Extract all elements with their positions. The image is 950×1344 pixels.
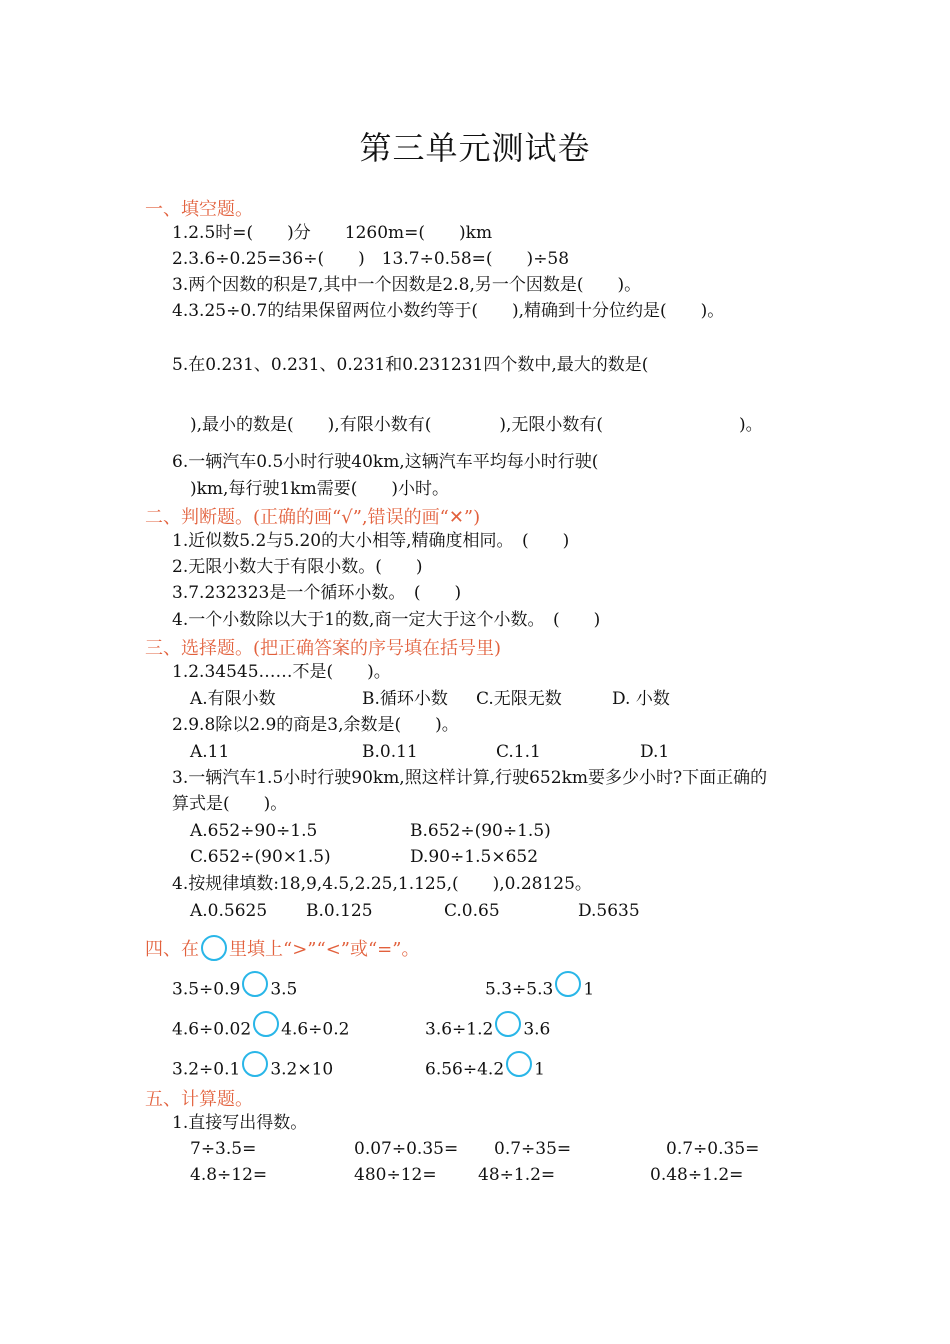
compare-blank-circle[interactable] (506, 1051, 532, 1077)
compare-blank-circle[interactable] (495, 1011, 521, 1037)
compare-left: 3.2÷0.1 (172, 1059, 241, 1080)
calc-q1: 1.直接写出得数。 (172, 1113, 308, 1133)
choice-q4-opt-b: B.0.125 (306, 901, 373, 921)
choice-q2: 2.9.8除以2.9的商是3,余数是( )。 (172, 715, 459, 735)
compare-left: 6.56÷4.2 (425, 1059, 505, 1080)
compare-3 (172, 1017, 349, 1043)
compare-right: 1 (583, 979, 595, 1000)
choice-q3-opt-c: C.652÷(90×1.5) (190, 847, 331, 867)
compare-right: 1 (534, 1059, 545, 1080)
judge-q4: 4.一个小数除以大于1的数,商一定大于这个小数。 ( ) (172, 610, 601, 630)
compare-right: 3.6 (523, 1019, 551, 1040)
compare-left: 3.6÷1.2 (425, 1019, 494, 1040)
choice-q1-opt-a: A.有限小数 (190, 689, 276, 709)
choice-q3-opt-d: D.90÷1.5×652 (410, 847, 539, 867)
calc-item: 480÷12= (354, 1165, 437, 1185)
choice-q2-opt-a: A.11 (190, 742, 230, 762)
calc-item: 0.7÷0.35= (666, 1139, 760, 1159)
choice-q3-cont: 算式是( )。 (172, 794, 288, 814)
compare-left: 5.3÷5.3 (485, 979, 554, 1000)
section-choice-heading: 三、选择题。(把正确答案的序号填在括号里) (145, 638, 502, 659)
section-compare-heading-a: 四、在 (145, 939, 199, 960)
section-calc-heading: 五、计算题。 (145, 1089, 253, 1110)
calc-item: 0.48÷1.2= (650, 1165, 744, 1185)
fill-q5: 5.在0.231、0.231、0.231和0.231231四个数中,最大的数是( (172, 355, 649, 375)
compare-right: 3.2×10 (270, 1059, 334, 1080)
judge-q2: 2.无限小数大于有限小数。( ) (172, 557, 423, 577)
fill-q4: 4.3.25÷0.7的结果保留两位小数约等于( ),精确到十分位约是( )。 (172, 301, 725, 321)
fill-q3: 3.两个因数的积是7,其中一个因数是2.8,另一个因数是( )。 (172, 275, 642, 295)
choice-q3: 3.一辆汽车1.5小时行驶90km,照这样计算,行驶652km要多少小时?下面正确的 (172, 768, 768, 788)
choice-q2-opt-b: B.0.11 (362, 742, 418, 762)
choice-q3-opt-a: A.652÷90÷1.5 (190, 821, 318, 841)
page-title: 第三单元测试卷 (359, 129, 591, 167)
section-compare-heading-b: 里填上“>”“<”或“=”。 (229, 939, 420, 960)
compare-6 (425, 1057, 545, 1083)
section-judge-heading: 二、判断题。(正确的画“√”,错误的画“✕”) (145, 507, 481, 528)
compare-blank-circle[interactable] (253, 1011, 279, 1037)
fill-q5-cont: ),最小的数是( ),有限小数有( ),无限小数有( )。 (190, 415, 763, 435)
judge-q1: 1.近似数5.2与5.20的大小相等,精确度相同。 ( ) (172, 531, 570, 551)
calc-item: 4.8÷12= (190, 1165, 268, 1185)
choice-q1-opt-b: B.循环小数 (362, 689, 448, 709)
choice-q1-opt-d: D. 小数 (612, 689, 670, 709)
compare-1 (172, 977, 297, 1003)
compare-2 (485, 977, 594, 1003)
fill-q1: 1.2.5时=( )分 1260m=( )km (172, 223, 493, 243)
compare-right: 3.5 (270, 979, 298, 1000)
judge-q3: 3.7.232323是一个循环小数。 ( ) (172, 583, 462, 603)
choice-q3-opt-b: B.652÷(90÷1.5) (410, 821, 551, 841)
section-compare-heading (145, 935, 419, 963)
calc-item: 7÷3.5= (190, 1139, 257, 1159)
choice-q4-opt-a: A.0.5625 (190, 901, 268, 921)
fill-q6: 6.一辆汽车0.5小时行驶40km,这辆汽车平均每小时行驶( (172, 452, 599, 472)
circle-icon (201, 935, 227, 961)
compare-left: 3.5÷0.9 (172, 979, 241, 1000)
compare-blank-circle[interactable] (555, 971, 581, 997)
compare-blank-circle[interactable] (242, 971, 268, 997)
compare-left: 4.6÷0.02 (172, 1019, 252, 1040)
calc-item: 0.07÷0.35= (354, 1139, 459, 1159)
calc-item: 0.7÷35= (494, 1139, 572, 1159)
choice-q2-opt-d: D.1 (640, 742, 670, 762)
compare-4 (425, 1017, 550, 1043)
choice-q4: 4.按规律填数:18,9,4.5,2.25,1.125,( ),0.28125。 (172, 874, 592, 894)
choice-q1-opt-c: C.无限无数 (476, 689, 562, 709)
compare-blank-circle[interactable] (242, 1051, 268, 1077)
fill-q6-cont: )km,每行驶1km需要( )小时。 (190, 479, 449, 499)
compare-right: 4.6÷0.2 (281, 1019, 350, 1040)
choice-q2-opt-c: C.1.1 (496, 742, 541, 762)
fill-q2: 2.3.6÷0.25=36÷( ) 13.7÷0.58=( )÷58 (172, 249, 570, 269)
choice-q4-opt-d: D.5635 (578, 901, 640, 921)
compare-5 (172, 1057, 333, 1083)
calc-item: 48÷1.2= (478, 1165, 556, 1185)
choice-q4-opt-c: C.0.65 (444, 901, 500, 921)
section-fill-heading: 一、填空题。 (145, 199, 253, 220)
choice-q1: 1.2.34545……不是( )。 (172, 662, 391, 682)
